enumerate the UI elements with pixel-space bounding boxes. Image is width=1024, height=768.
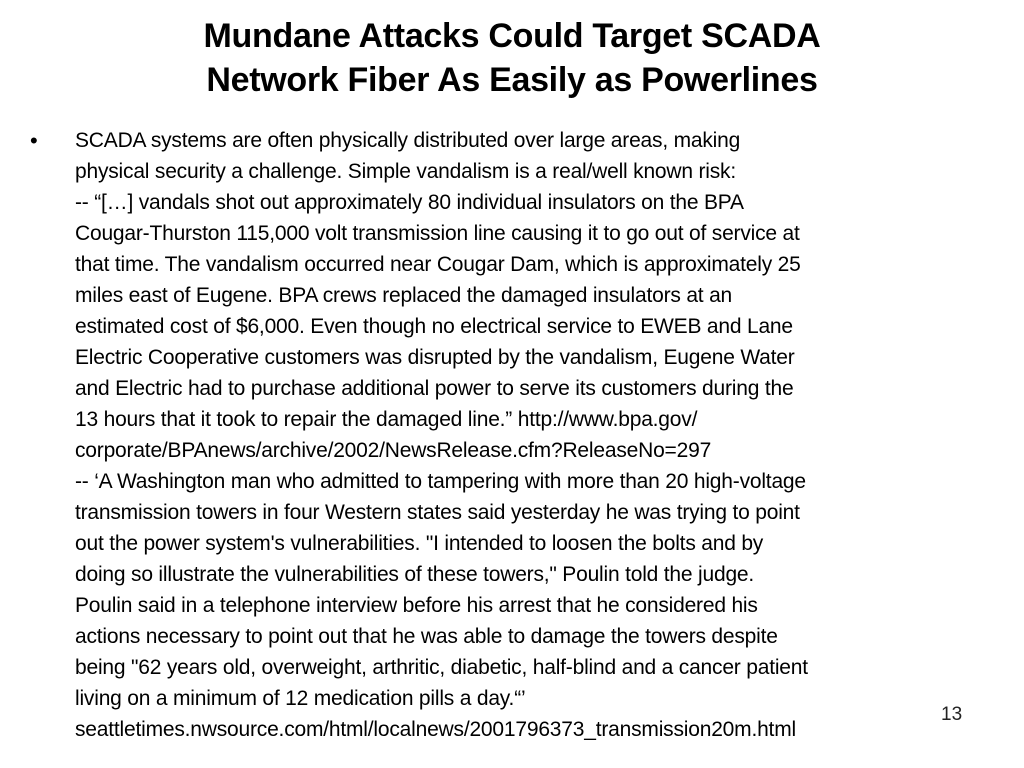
body-line: SCADA systems are often physically distributed over large areas, making [75, 129, 741, 152]
slide-number: 13 [941, 704, 963, 725]
body-line: -- “[…] vandals shot out approximately 80 individual insulators on the BPA [75, 191, 744, 214]
body-line: estimated cost of $6,000. Even though no electrical service to EWEB and Lane [75, 315, 793, 338]
bullet-text [75, 125, 995, 745]
body-line: Cougar-Thurston 115,000 volt transmission line causing it to go out of service at [75, 222, 800, 245]
body-line: being "62 years old, overweight, arthritic, diabetic, half-blind and a cancer patient [75, 656, 808, 679]
body-line: -- ‘A Washington man who admitted to tampering with more than 20 high-voltage [75, 470, 806, 493]
body-line: transmission towers in four Western states said yesterday he was trying to point [75, 501, 800, 524]
body-line: living on a minimum of 12 medication pills a day.“’ [75, 687, 526, 710]
body-line: Electric Cooperative customers was disrupted by the vandalism, Eugene Water [75, 346, 795, 369]
slide-title-line-1: Mundane Attacks Could Target SCADA [203, 17, 821, 55]
slide-title [0, 14, 1024, 102]
bullet-icon: • [30, 128, 38, 153]
body-line: miles east of Eugene. BPA crews replaced the damaged insulators at an [75, 284, 733, 307]
body-line: Poulin said in a telephone interview before his arrest that he considered his [75, 594, 758, 617]
body-line: out the power system's vulnerabilities. "I intended to loosen the bolts and by [75, 532, 764, 555]
body-line: actions necessary to point out that he was able to damage the towers despite [75, 625, 778, 648]
body-line: 13 hours that it took to repair the damaged line.” http://www.bpa.gov/ [75, 408, 698, 431]
body-line: doing so illustrate the vulnerabilities of these towers," Poulin told the judge. [75, 563, 755, 586]
source-url-bpa: corporate/BPAnews/archive/2002/NewsRelease.cfm?ReleaseNo=297 [75, 439, 712, 462]
body-line: and Electric had to purchase additional power to serve its customers during the [75, 377, 794, 400]
source-url-seattletimes: seattletimes.nwsource.com/html/localnews/2001796373_transmission20m.html [75, 718, 796, 741]
slide-title-line-2: Network Fiber As Easily as Powerlines [206, 61, 818, 99]
body-line: physical security a challenge. Simple vandalism is a real/well known risk: [75, 160, 736, 183]
body-line: that time. The vandalism occurred near Cougar Dam, which is approximately 25 [75, 253, 801, 276]
